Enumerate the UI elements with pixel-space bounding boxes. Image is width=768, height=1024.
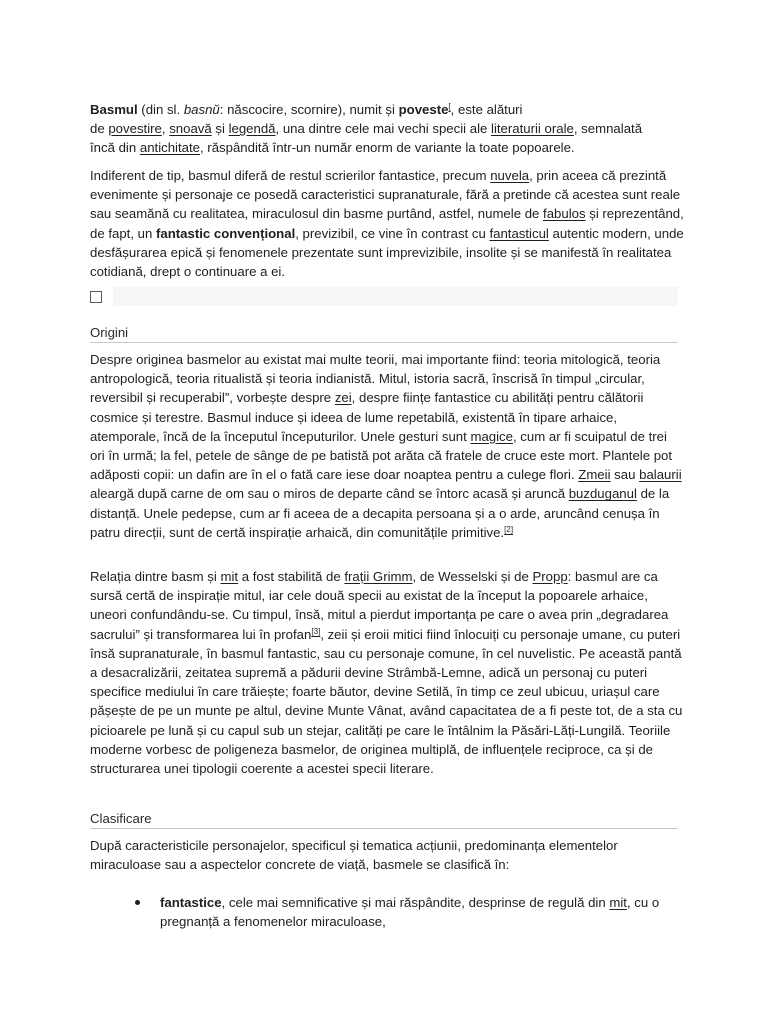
paragraph-clasificare: După caracteristicile personajelor, specificul și tematica acțiunii, predominanța elementelor miraculoase sau a aspectelor concrete de viață, basmele se clasifică în:	[90, 838, 618, 873]
checkbox-icon[interactable]	[90, 291, 102, 303]
paragraph-tip: Indiferent de tip, basmul diferă de restul scrierilor fantastice, precum nuvela, prin aceea că prezintă evenimente și personaje ce posedă caracteristici supranaturale, fără a pretinde că acestea sunt reale sau seamănă cu realitatea, miraculosul din basme purtând, astfel, numele de fabulos și reprezentând, de fapt, un fantastic convențional, previzibil, ce vine în contrast cu fantasticul autentic modern, unde desfășurarea epică și fenomenele prezentate sunt imprevizibile, insolite și se manifestă în realitatea cotidiană, drept o continuare a ei.	[90, 168, 684, 280]
bullet-icon	[135, 900, 140, 905]
link-buzduganul[interactable]: buzduganul	[568, 486, 637, 502]
link-mit[interactable]: mit	[220, 569, 239, 584]
link-fabulos[interactable]: fabulos	[543, 206, 586, 222]
link-nuvela[interactable]: nuvela	[490, 168, 530, 183]
link-mit-list[interactable]: mit	[609, 895, 627, 910]
term-basmul: Basmul	[90, 102, 138, 117]
link-propp[interactable]: Propp	[532, 569, 568, 584]
link-literaturii-orale[interactable]: literaturii orale	[491, 121, 574, 137]
term-fantastice: fantastice	[160, 895, 222, 910]
paragraph-origini-2: Relația dintre basm și mit a fost stabilită de frații Grimm, de Wesselski și de Propp: basmul are ca sursă certă de inspirație mitul, iar cele două specii au existat de la început la popoarele arhaice, uneori confundându-se. Cu timpul, însă, mitul a pierdut importanța pe care o avea prin „degradarea sacrului” și transformarea lui în profan[3], zeii și eroii mitici fiind înlocuiți cu personaje umane, cu puteri însă supranaturale, în basmul fantastic, sau cu personaje comune, în cel nuvelistic. Pe această pantă a desacralizării, zeitatea supremă a pădurii devine Strâmbă-Lemne, adică un personaj cu puteri specifice mediului în care trăiește; foarte băutor, devine Setilă, în timp ce zeul ubicuu, uriașul care pășește de pe un munte pe altul, devine Munte Vânat, având capacitatea de a fi peste tot, de a sta cu picioarele pe lună și cu capul sub un stejar, calități pe care le întâlnim la Păsări-Lăți-Lungilă. Teoriile moderne vorbesc de poligeneza basmelor, de originea multiplă, de influențele reciproce, ca și de structurarea unei tipologii coerente a acestei specii literare.	[90, 569, 683, 777]
footnote-ref-3[interactable]: [3]	[311, 626, 321, 636]
embedded-object-bar	[113, 287, 678, 306]
link-balaurii[interactable]: balaurii	[639, 467, 682, 483]
paragraph-origini-1: Despre originea basmelor au existat mai multe teorii, mai importante fiind: teoria mitologică, teoria antropologică, teoria ritualistă și teoria indianistă. Mitul, istoria sacră, înscrisă în timpul „circular, reversibil și recuperabil”, vorbește despre zei, despre ființe fantastice cu abilități pentru călătorii cosmice și terestre. Basmul induce și ideea de lume repetabilă, existentă în tipare arhaice, atemporale, încă de la începutul începuturilor. Unele gesturi sunt magice, cum ar fi scuipatul de trei ori în urmă; la fel, petele de sânge de pe batistă pot arăta că fratele de cruce este mort. Plantele pot adăposti copii: un dafin are în el o fată care iese doar noaptea pentru a culege flori. Zmeii sau balaurii aleargă după carne de om sau o miros de departe când se întorc acasă și aruncă buzduganul de la distanță. Unele pedepse, cum ar fi aceea de a decapita persoana și a o arde, aruncând cenușa în patru direcții, sunt de certă inspirație arhaică, din comunitățile primitive.[2]	[90, 352, 682, 540]
list-item: fantastice, cele mai semnificative și mai răspândite, desprinse de regulă din mit, cu o pregnanță a fenomenelor miraculoase,	[160, 895, 660, 930]
link-zei[interactable]: zei	[334, 390, 352, 406]
term-fantastic-conventional: fantastic convențional	[156, 225, 296, 241]
link-magice[interactable]: magice	[470, 428, 513, 444]
footnote-ref-2[interactable]: [2]	[504, 524, 514, 534]
section-heading-origini: Origini	[90, 325, 129, 340]
link-snoava[interactable]: snoavă	[169, 121, 212, 137]
intro-paragraph: Basmul (din sl. basnŭ: născocire, scornire), numit și poveste[, este alături de povestire, snoavă și legendă, una dintre cele mai vechi specii ale literaturii orale, semnalată încă din antichitate, răspândită într-un număr enorm de variante la toate popoarele.	[90, 102, 643, 156]
section-heading-clasificare: Clasificare	[90, 811, 152, 826]
link-fratii-grimm[interactable]: frații Grimm	[344, 569, 413, 584]
footnote-ref-1[interactable]: [	[448, 102, 451, 111]
link-zmeii[interactable]: Zmeii	[578, 467, 611, 483]
link-antichitate[interactable]: antichitate	[139, 140, 200, 156]
link-fantasticul[interactable]: fantasticul	[489, 225, 549, 241]
term-poveste: poveste	[398, 102, 449, 117]
link-legenda[interactable]: legendă	[228, 121, 276, 137]
link-povestire[interactable]: povestire	[108, 121, 162, 137]
heading-divider	[90, 828, 678, 829]
heading-divider	[90, 342, 678, 343]
